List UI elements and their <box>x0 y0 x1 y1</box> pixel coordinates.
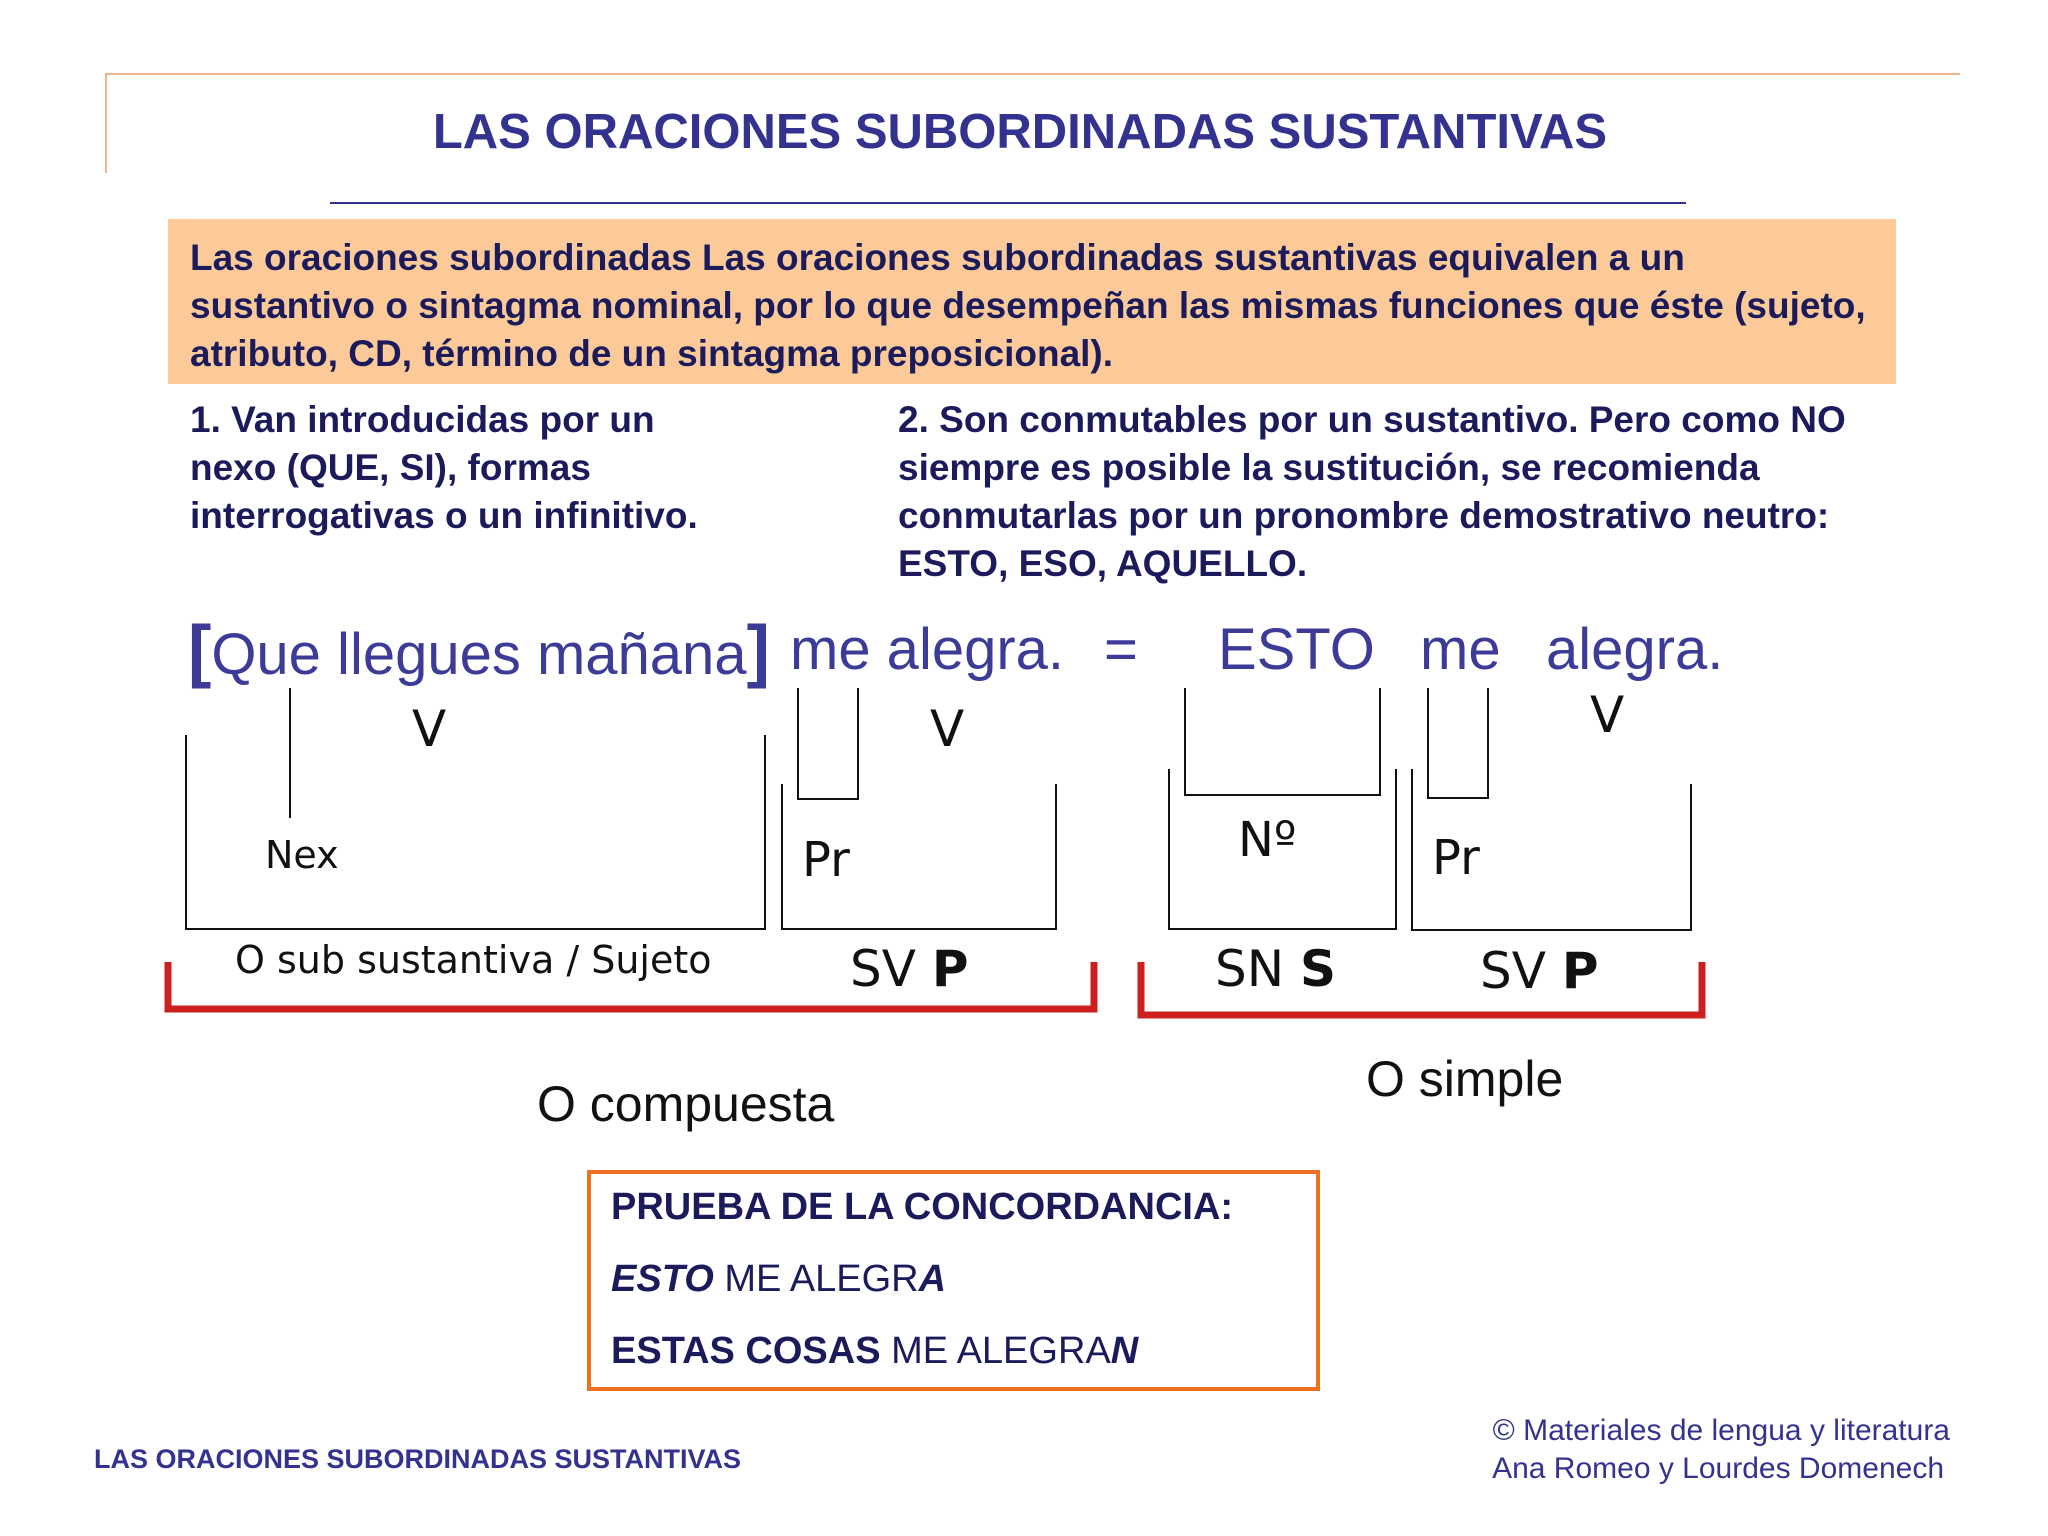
footer-title: LAS ORACIONES SUBORDINADAS SUSTANTIVAS <box>94 1444 742 1474</box>
simple-sentence-label: O simple <box>1366 1051 1564 1107</box>
sv-p-label-2 <box>1480 942 1599 1000</box>
predicate-nucleus-label-1: Pr <box>802 832 850 888</box>
footer-credits-line-2: Ana Romeo y Lourdes Domenech <box>1492 1452 1944 1485</box>
example-alegra: alegra. <box>1546 617 1724 682</box>
verb-label-1: V <box>412 700 447 758</box>
nexo-label: Nex <box>265 833 339 877</box>
sv-p-label-1 <box>850 940 969 998</box>
esto-box <box>1185 688 1380 795</box>
concordance-heading: PRUEBA DE LA CONCORDANCIA: <box>611 1186 1234 1228</box>
s-text: S <box>1300 940 1337 998</box>
sn-s-label <box>1215 940 1336 998</box>
concordance-line-2 <box>611 1330 1138 1373</box>
subordinate-function-label: O sub sustantiva / Sujeto <box>235 938 712 982</box>
concordance-l2-subject: ESTAS COSAS <box>611 1330 881 1372</box>
footer-credits-line-1: © Materiales de lengua y literatura <box>1492 1414 1950 1447</box>
concordance-line-1 <box>611 1258 946 1301</box>
example-me: me <box>1420 617 1501 682</box>
concordance-l1-verb: ME ALEGR <box>713 1258 919 1300</box>
sn-text: SN <box>1215 940 1301 998</box>
footer-credits <box>1480 1412 1950 1488</box>
p-text-2: P <box>1561 942 1599 1000</box>
concordance-box <box>587 1170 1320 1391</box>
concordance-l2-verb: ME ALEGRA <box>880 1330 1111 1372</box>
point-one: 1. Van introducidas por un nexo (QUE, SI), formas interrogativas o un infinitivo. <box>190 399 698 536</box>
predicate-nucleus-label-2: Pr <box>1432 830 1480 886</box>
p-text-1: P <box>931 940 969 998</box>
concordance-l1-subject: ESTO <box>611 1258 714 1300</box>
example-equals: = <box>1104 617 1138 682</box>
concordance-l2-ending: N <box>1110 1330 1139 1372</box>
point-two: 2. Son conmutables por un sustantivo. Pero como NO siempre es posible la sustitución, se recomienda conmutarlas por un pronombre demostrativo neutro: ESTO, ESO, AQUELLO. <box>898 399 1846 584</box>
bracket-open: [ <box>188 611 212 689</box>
noun-nucleus-label: Nº <box>1238 812 1297 868</box>
definition-text: Las oraciones subordinadas Las oraciones subordinadas sustantivas equivalen a un sustantivo o sintagma nominal, por lo que desempeñan las mismas funciones que éste (sujeto, atributo, CD, término de un sintagma preposicional). <box>190 237 1866 374</box>
sv-text-1: SV <box>850 940 932 998</box>
sub-clause-box <box>186 735 765 929</box>
compound-sentence-label: O compuesta <box>537 1076 835 1132</box>
concordance-l1-ending: A <box>918 1258 947 1300</box>
page-title: LAS ORACIONES SUBORDINADAS SUSTANTIVAS <box>432 105 1608 159</box>
verb-label-2: V <box>930 700 965 758</box>
bracket-close: ] <box>746 611 770 689</box>
sv-text-2: SV <box>1480 942 1562 1000</box>
me-box-2 <box>1428 688 1488 798</box>
verb-label-3: V <box>1590 686 1625 744</box>
example-esto: ESTO <box>1218 617 1375 682</box>
me-box-1 <box>798 688 858 799</box>
example-rest: me alegra. <box>790 617 1065 682</box>
sub-clause: Que llegues mañana <box>211 622 747 687</box>
